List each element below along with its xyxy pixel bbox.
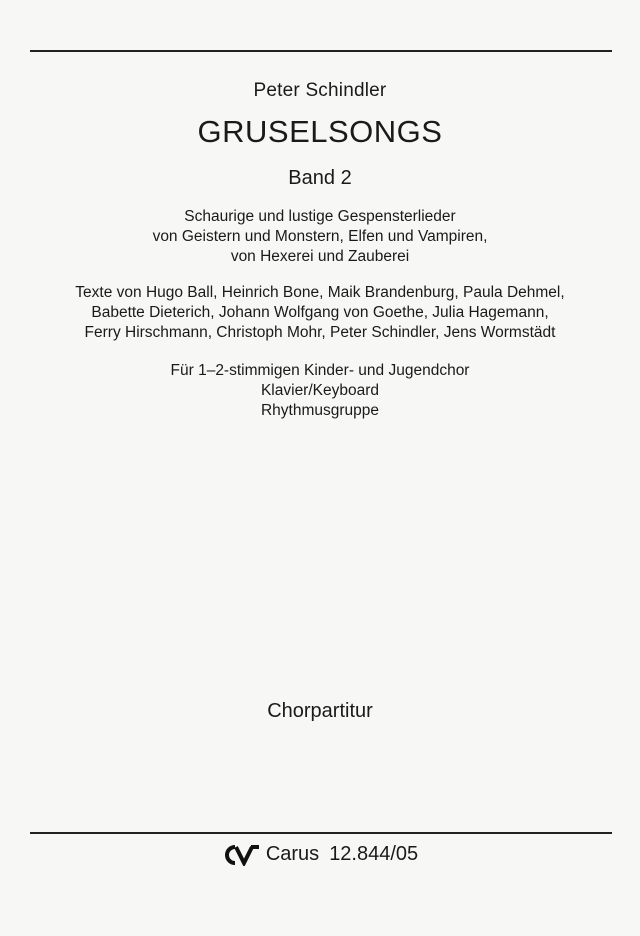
scoring xyxy=(0,361,640,421)
publisher-name: Carus xyxy=(265,843,320,865)
scoring-line: Rhythmusgruppe xyxy=(260,402,380,419)
lyricists-line: Texte von Hugo Ball, Heinrich Bone, Maik Brandenburg, Paula Dehmel, xyxy=(75,284,565,301)
composer-name: Peter Schindler xyxy=(253,80,387,101)
lyricists-line: Babette Dieterich, Johann Wolfgang von Goethe, Julia Hagemann, xyxy=(91,304,549,321)
top-rule xyxy=(30,50,612,52)
catalog-number: 12.844/05 xyxy=(329,843,419,865)
edition-type: Chorpartitur xyxy=(267,700,373,722)
volume-label: Band 2 xyxy=(288,167,352,189)
scoring-line: Klavier/Keyboard xyxy=(260,382,380,399)
subtitle-line: von Geistern und Monstern, Elfen und Vampiren, xyxy=(152,228,488,245)
subtitle-line: Schaurige und lustige Gespensterlieder xyxy=(184,208,456,225)
lyricists-line: Ferry Hirschmann, Christoph Mohr, Peter Schindler, Jens Wormstädt xyxy=(84,324,556,341)
publisher-line xyxy=(0,843,640,866)
bottom-rule xyxy=(30,832,612,834)
subtitle-line: von Hexerei und Zauberei xyxy=(230,248,410,265)
scoring-line: Für 1–2-stimmigen Kinder- und Jugendchor xyxy=(170,362,470,379)
carus-logo-icon xyxy=(222,844,260,866)
lyricists xyxy=(0,283,640,343)
subtitle xyxy=(0,207,640,267)
work-title: GRUSELSONGS xyxy=(197,114,443,149)
